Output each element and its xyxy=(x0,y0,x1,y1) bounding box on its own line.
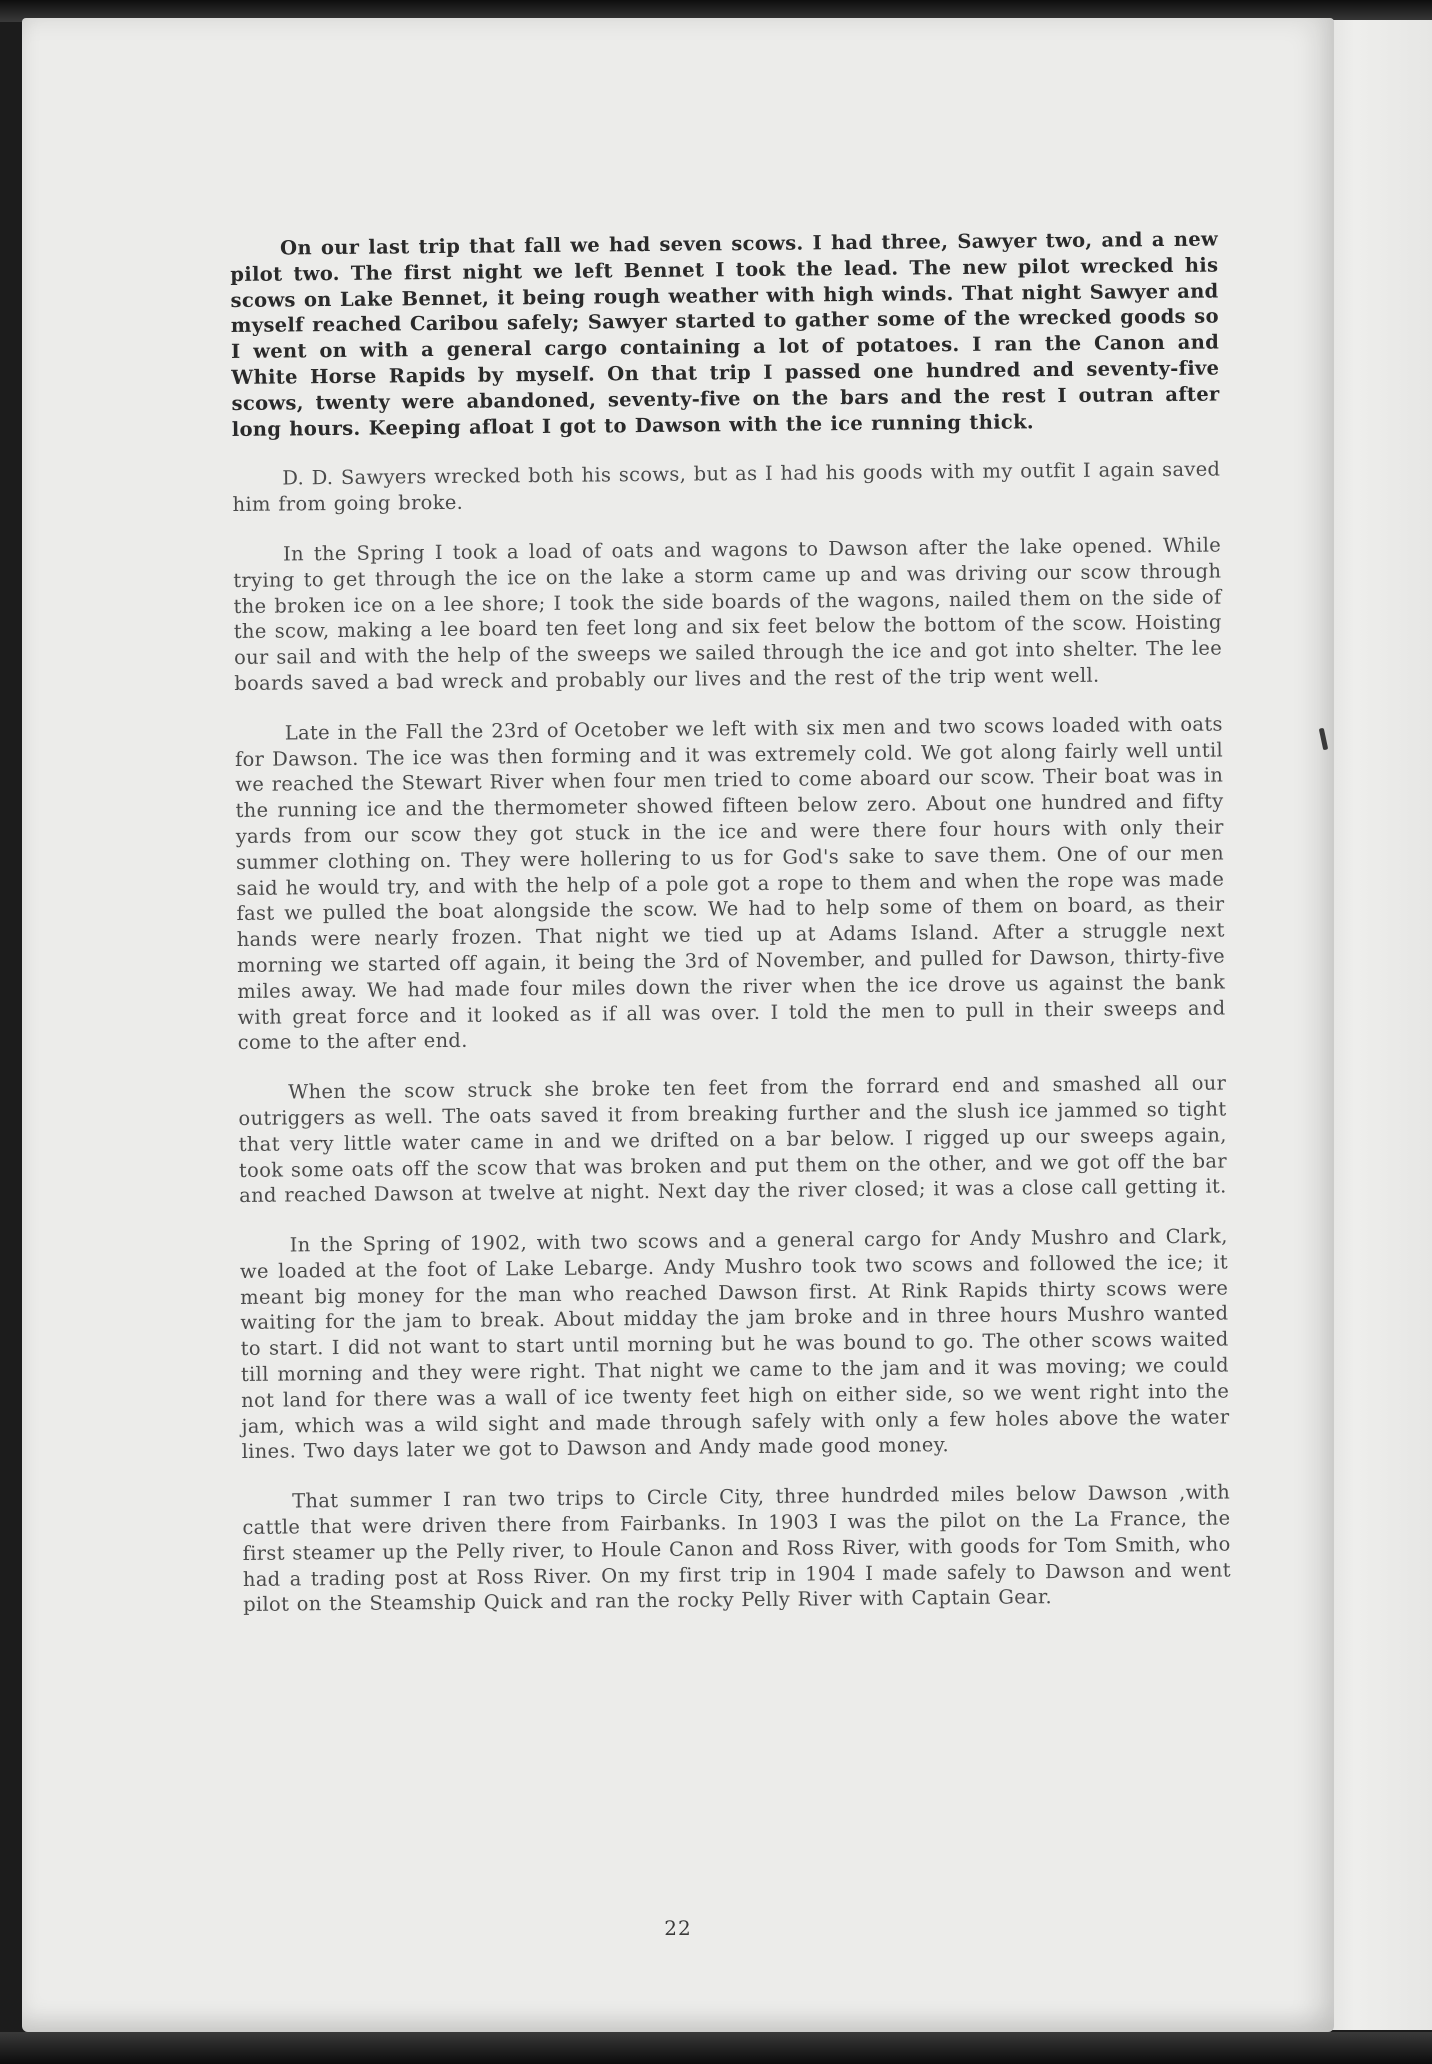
book-page xyxy=(22,18,1334,2032)
paragraph-3: In the Spring I took a load of oats and wagons to Dawson after the lake opened. While trying to get through the ice on the lake a storm came up and was driving our scow through the broken ice on a lee shore; I took the side boards of the wagons, nailed them on the side of the scow, making a lee board ten feet long and six feet below the bottom of the scow. Hoisting our sail and with the help of the sweeps we sailed through the ice and got into shelter. The lee boards saved a bad wreck and probably our lives and the rest of the trip went well. xyxy=(233,533,1223,695)
paragraph-4: Late in the Fall the 23rd of Ocetober we left with six men and two scows loaded with oats for Dawson. The ice was then forming and it was extremely cold. We got along fairly well until we reached the Stewart River when four men tried to come aboard our scow. Their boat was in the running ice and the thermometer showed fifteen below zero. About one hundred and fifty yards from our scow they got stuck in the ice and were there four hours with only their summer clothing on. They were hollering to us for God's sake to save them. One of our men said he would try, and with the help of a pole got a rope to them and when the rope was made fast we pulled the boat alongside the scow. We had to help some of them on board, as their hands were nearly frozen. That night we tied up at Adams Island. After a struggle next morning we started off again, it being the 3rd of November, and pulled for Dawson, thirty-five miles away. We had made four miles down the river when the ice drove us against the bank with great force and it looked as if all was over. I told the men to pull in their sweeps and come to the after end. xyxy=(234,712,1226,1055)
paragraph-1: On our last trip that fall we had seven scows. I had three, Sawyer two, and a new pilot two. The first night we left Bennet I took the lead. The new pilot wrecked his scows on Lake Bennet, it being rough weather with high winds. That night Sawyer and myself reached Caribou safely; Sawyer started to gather some of the wrecked goods so I went on with a general cargo containing a lot of potatoes. I ran the Canon and White Horse Rapids by myself. On that trip I passed one hundred and seventy-five scows, twenty were abandoned, seventy-five on the bars and the rest I outran after long hours. Keeping afloat I got to Dawson with the ice running thick. xyxy=(230,227,1220,441)
paragraph-2: D. D. Sawyers wrecked both his scows, but as I had his goods with my outfit I again saved him from going broke. xyxy=(232,457,1221,517)
paragraph-5: When the scow struck she broke ten feet from the forrard end and smashed all our outriggers as well. The oats saved it from breaking further and the slush ice jammed so tight that very little water came in and we drifted on a bar below. I rigged up our sweeps again, took some oats off the scow that was broken and put them on the other, and we got off the bar and reached Dawson at twelve at night. Next day the river closed; it was a close call getting it. xyxy=(238,1071,1228,1208)
paragraph-7: That summer I ran two trips to Circle City, three hundrded miles below Dawson ,with cattle that were driven there from Fairbanks. In 1903 I was the pilot on the La France, the first steamer up the Pelly river, to Houle Canon and Ross River, with goods for Tom Smith, who had a trading post at Ross River. On my first trip in 1904 I made safely to Dawson and went pilot on the Steamship Quick and ran the rocky Pelly River with Captain Gear. xyxy=(242,1480,1231,1617)
paragraph-6: In the Spring of 1902, with two scows and a general cargo for Andy Mushro and Clark, we loaded at the foot of Lake Lebarge. Andy Mushro took two scows and followed the ice; it meant big money for the man who reached Dawson first. At Rink Rapids thirty scows were waiting for the jam to break. About midday the jam broke and in three hours Mushro wanted to start. I did not want to start until morning but he was bound to go. The other scows waited till morning and they were right. That night we came to the jam and it was moving; we could not land for there was a wall of ice twenty feet high on either side, so we went right into the jam, which was a wild sight and made through safely with only a few holes above the water lines. Two days later we got to Dawson and Andy made good money. xyxy=(239,1224,1230,1464)
page-body-text xyxy=(230,227,1231,1643)
page-number: 22 xyxy=(664,1916,692,1940)
scan-bottom-border xyxy=(0,2032,1432,2064)
